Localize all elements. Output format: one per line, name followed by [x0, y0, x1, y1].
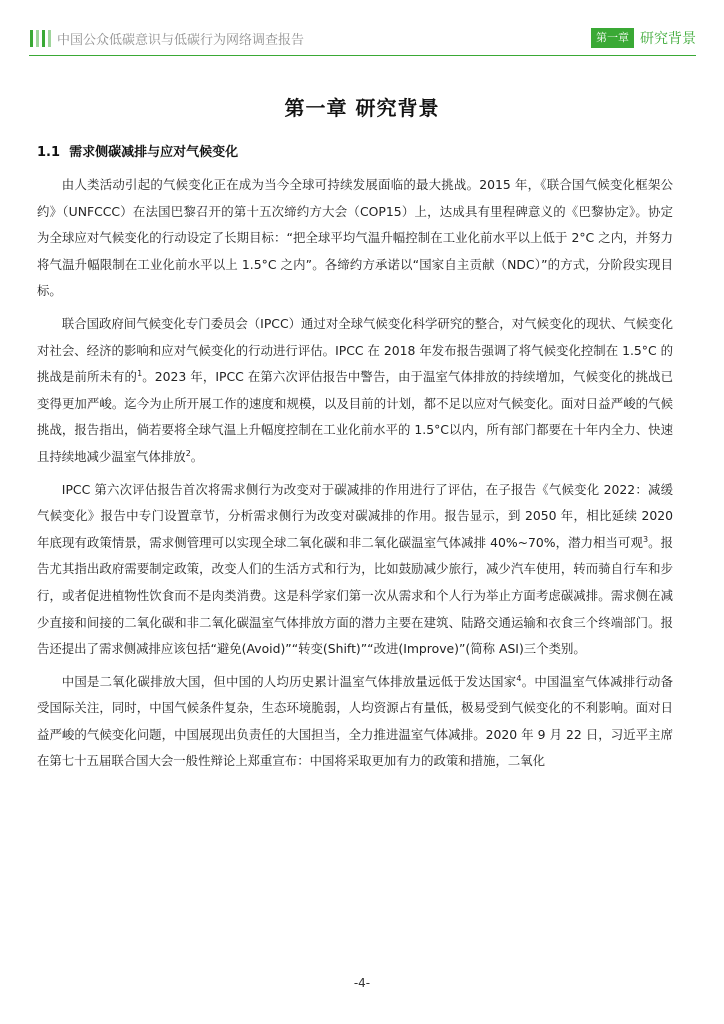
- footnote-marker: 1: [137, 369, 143, 379]
- paragraph-text: 联合国政府间气候变化专门委员会（IPCC）通过对全球气候变化科学研究的整合，对气候变化的现状、气候变化对社会、经济的影响和应对气候变化的行动进行评估。IPCC 在 2018 年发布报告强调了将气候变化控制在 1.5°C 的挑战是前所未有的: [37, 315, 673, 385]
- body-paragraph: [37, 669, 673, 775]
- body-paragraph: [37, 477, 673, 663]
- page-number: -4-: [353, 976, 371, 990]
- paragraph-text: 由人类活动引起的气候变化正在成为当今全球可持续发展面临的最大挑战。2015 年，《联合国气候变化框架公约》（UNFCCC）在法国巴黎召开的第十五次缔约方大会（COP15）上，达成具有里程碑意义的《巴黎协定》。协定为全球应对气候变化的行动设定了长期目标：“把全球平均气温升幅控制在工业化前水平以上低于 2°C 之内，并努力将气温升幅限制在工业化前水平以上 1.5°C 之内”。各缔约方承诺以“国家自主贡献（NDC）”的方式，分阶段实现目标。: [37, 177, 673, 299]
- logo-stripe: [36, 30, 39, 47]
- header-chapter-label: [591, 27, 696, 49]
- footnote-marker: 3: [642, 534, 649, 544]
- page-header: [30, 27, 696, 51]
- chapter-name: 研究背景: [640, 31, 696, 47]
- paragraph-text: 。报告尤其指出政府需要制定政策，改变人们的生活方式和行为，比如鼓励减少旅行，减少汽车使用，转而骑自行车和步行，或者促进植物性饮食而不是肉类消费。这是科学家们第一次从需求和个人行为举止方面考虑碳减排。需求侧在减少直接和间接的二氧化碳和非二氧化碳温室气体排放方面的潜力主要在建筑、陆路交通运输和衣食三个终端部门。报告还提出了需求侧减排应该包括“避免(Avoid)”“转变(Shift)”“改进(Improve)”(简称 ASI)三个类别。: [37, 534, 673, 657]
- chapter-title: 第一章 研究背景: [284, 96, 440, 120]
- logo-stripe: [30, 30, 33, 47]
- section-heading: [37, 141, 238, 160]
- section-number: 1.1: [37, 145, 61, 160]
- footnote-marker: 2: [185, 448, 191, 458]
- paragraph-text: 。中国温室气体减排行动备受国际关注，同时，中国气候条件复杂，生态环境脆弱，人均资源占有量低，极易受到气候变化的不利影响。面对日益严峻的气候变化问题，中国展现出负责任的大国担当，全力推进温室气体减排。2020 年 9 月 22 日，习近平主席在第七十五届联合国大会一般性辩论上郑重宣布：中国将采取更加有力的政策和措施，二氧化: [37, 673, 674, 769]
- footnote-marker: 4: [516, 673, 522, 683]
- paragraph-text: 中国是二氧化碳排放大国，但中国的人均历史累计温室气体排放量远低于发达国家: [61, 673, 517, 689]
- paragraph-text: 。: [190, 448, 204, 464]
- section-title-text: 需求侧碳减排与应对气候变化: [69, 145, 239, 160]
- chapter-badge: 第一章: [591, 28, 634, 48]
- body-paragraph: [37, 172, 673, 305]
- paragraph-text: 。2023 年，IPCC 在第六次评估报告中警告，由于温室气体排放的持续增加，气候变化的挑战已变得更加严峻。迄今为止所开展工作的速度和规模，以及目前的计划，都不足以应对气候变化。面对日益严峻的气候挑战，报告指出，倘若要将全球气温上升幅度控制在工业化前水平的 1.5°C以内，所有部门都要在十年内全力、快速且持续地减少温室气体排放: [37, 369, 673, 464]
- logo-stripe: [48, 30, 51, 47]
- paragraph-text: IPCC 第六次评估报告首次将需求侧行为改变对于碳减排的作用进行了评估，在子报告《气候变化 2022：减缓气候变化》报告中专门设置章节，分析需求侧行为改变对碳减排的作用。报告显示，到 2050 年，相比延续 2020 年底现有政策情景，需求侧管理可以实现全球二氧化碳和非二氧化碳温室气体减排 40%~70%，潜力相当可观: [37, 481, 673, 550]
- report-title: 中国公众低碳意识与低碳行为网络调查报告: [57, 33, 305, 48]
- header-divider: [29, 55, 696, 56]
- body-paragraph: [37, 311, 673, 471]
- body-text: [37, 172, 673, 781]
- logo-stripe: [42, 30, 45, 47]
